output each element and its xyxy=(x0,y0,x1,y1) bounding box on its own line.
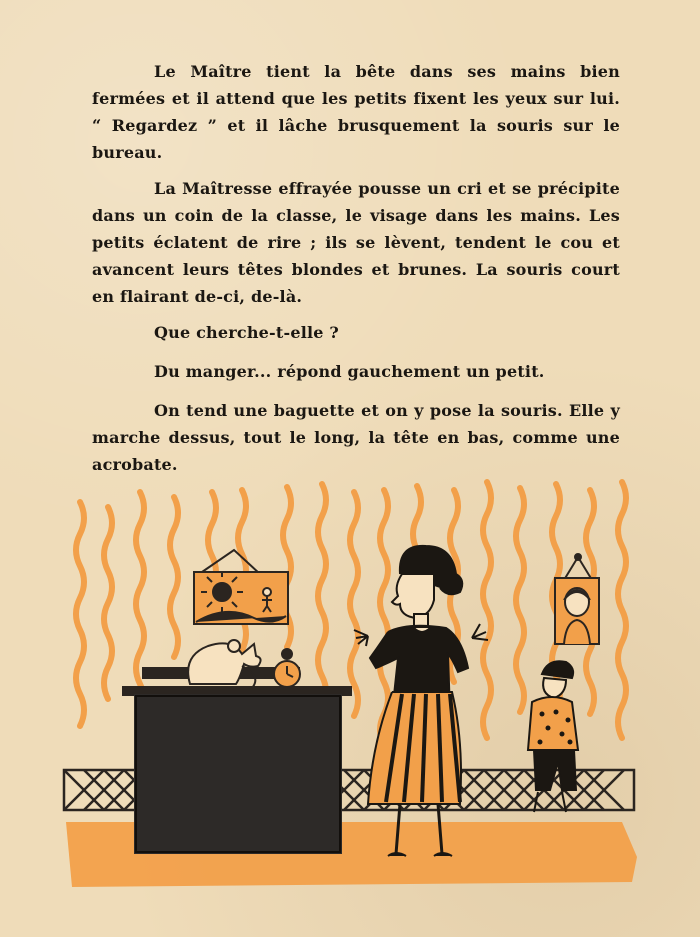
desk-clock xyxy=(274,649,300,687)
wall-picture-sun xyxy=(194,550,288,624)
paragraph-4: Du manger... répond gauchement un petit. xyxy=(154,362,545,381)
paragraph-3: Que cherche-t-elle ? xyxy=(154,323,339,342)
mouse xyxy=(188,640,260,688)
boy xyxy=(528,661,578,812)
teacher-desk xyxy=(122,667,352,854)
paragraph-1: Le Maître tient la bête dans ses mains bien fermées et il attend que les petits fixent les yeux sur lui. “ Regardez ” et il lâche brusquement la souris sur le bureau. xyxy=(92,62,620,162)
paragraph-2: La Maîtresse effrayée pousse un cri et se précipite dans un coin de la classe, le visage dans les mains. Les petits éclatent de rire ; ils se lèvent, tendent le cou et avancent leurs têtes blondes et brunes. La souris court en flairant de-ci, de-là. xyxy=(92,179,620,306)
paragraph-5: On tend une baguette et on y pose la souris. Elle y marche dessus, tout le long, la tête en bas, comme une acrobate. xyxy=(92,401,620,474)
story-text xyxy=(92,58,620,487)
classroom-illustration xyxy=(62,462,640,902)
